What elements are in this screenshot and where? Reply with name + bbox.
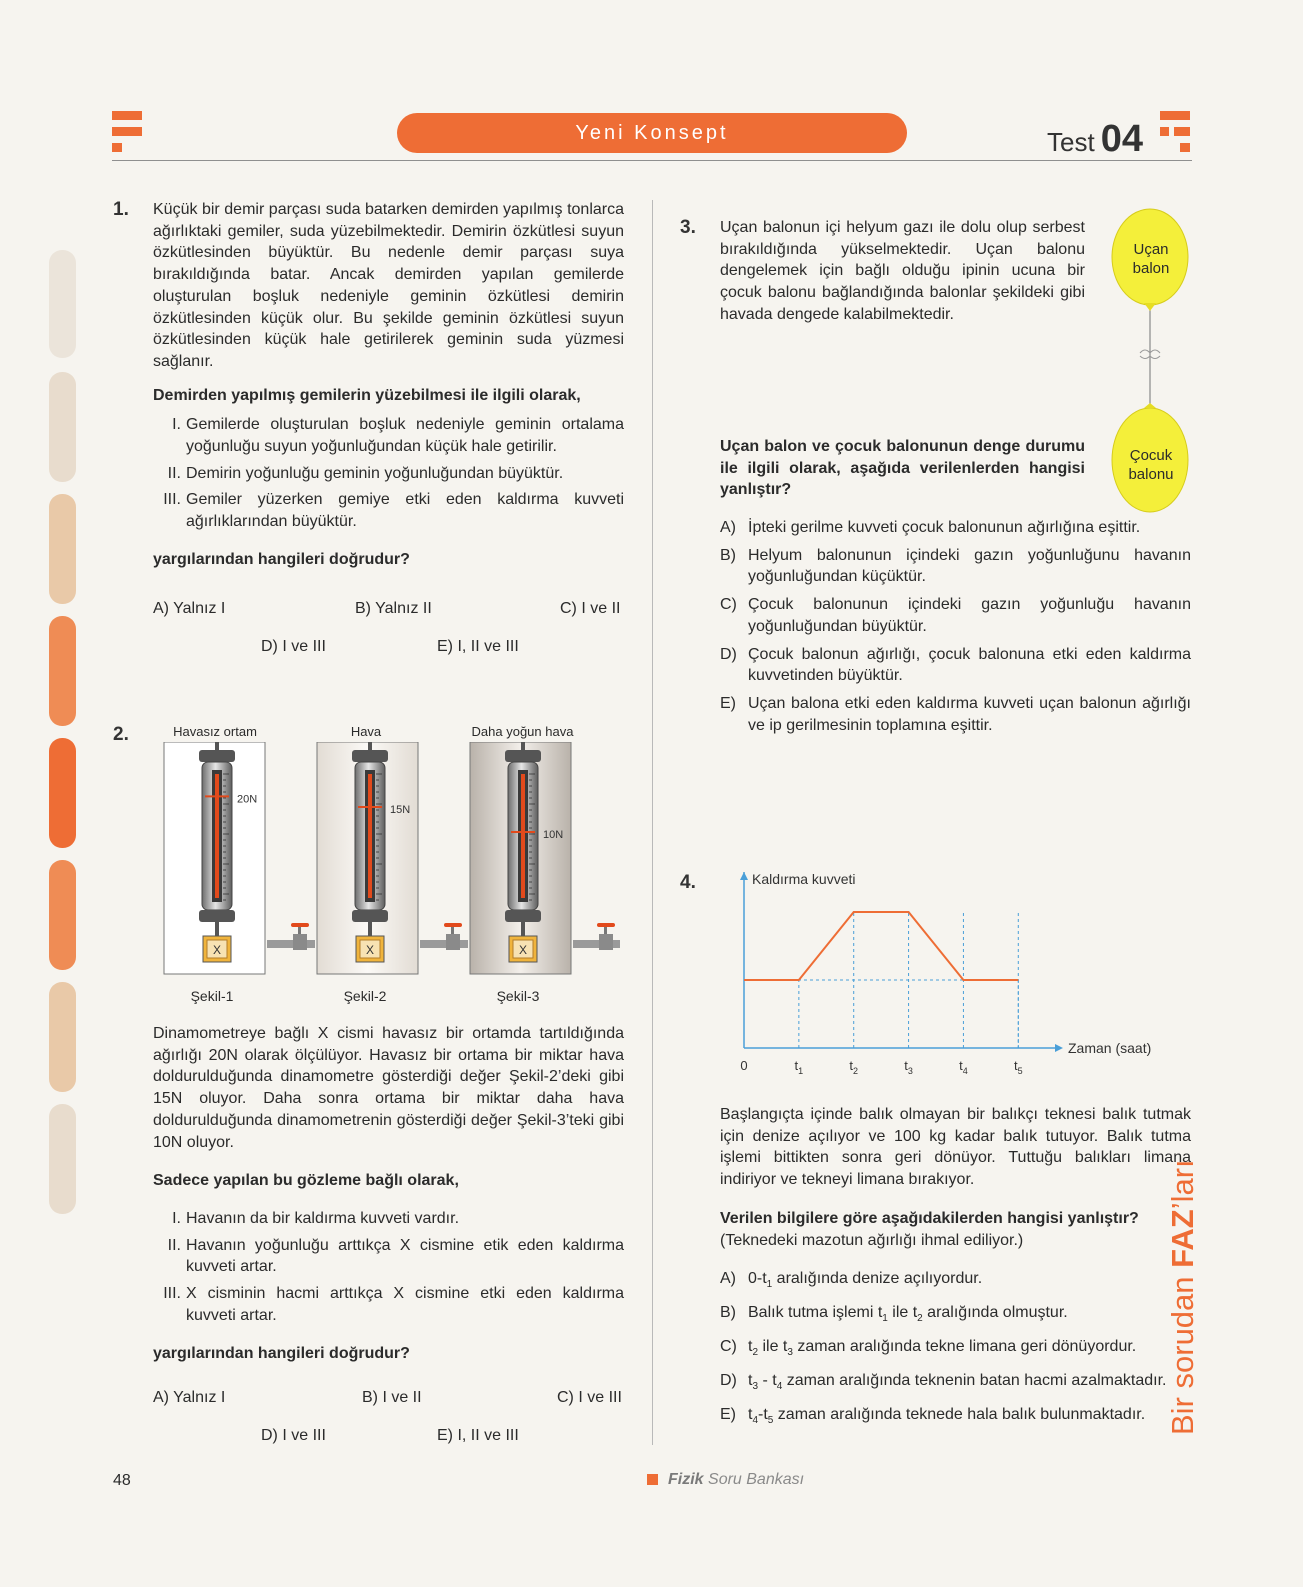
q1-option-c[interactable]: C) I ve II (560, 600, 621, 617)
q1-statement: III. Gemiler yüzerken gemiye etki eden kaldırma kuvveti ağırlıklarından büyüktür. (163, 491, 624, 531)
x-tick-label: 0 (740, 1058, 748, 1073)
q2-prompt: Sadece yapılan bu gözleme bağlı olarak, (153, 1172, 459, 1190)
q1-option-b[interactable]: B) Yalnız II (355, 600, 432, 617)
q4-block (720, 1104, 1191, 1432)
q2-block (153, 1023, 624, 1365)
q1-option-e[interactable]: E) I, II ve III (437, 638, 519, 655)
logo-right-icon (1160, 111, 1192, 153)
q2-option-e[interactable]: E) I, II ve III (437, 1427, 519, 1444)
q3-option-e[interactable]: E) Uçan balona etki eden kaldırma kuvveti uçan balonun ağırlığı ve ip gerilmesinin toplamına eşittir. (720, 694, 1191, 734)
q2-figures (160, 724, 620, 1009)
x-tick-label: $t_4$ (959, 1058, 968, 1076)
object-x-label: X (365, 943, 375, 957)
dynamometer-reading: 10N (543, 829, 564, 842)
dynamometer-1 (164, 742, 315, 974)
flying-balloon-label: Uçan balon (1132, 241, 1170, 277)
q4-option-e[interactable]: E) $t_4-t_5$ zaman aralığında teknede hala balık bulunmaktadır. (720, 1405, 1146, 1426)
q1-statement: I. Gemilerde oluşturulan boşluk nedeniyle geminin ortalama yoğunluğu suyun yoğunluğundan küçük hale getirilir. (172, 416, 624, 456)
q1-question: yargılarından hangileri doğrudur? (153, 550, 410, 568)
valve-icon (444, 923, 462, 927)
q4-note: (Teknedeki mazotun ağırlığı ihmal ediliyor.) (720, 1231, 1024, 1249)
q4-option-c[interactable]: C) $t_2$ ile $t_3$ zaman aralığında tekne limana geri dönüyordur. (720, 1338, 1137, 1359)
figure-caption: Şekil-1 (190, 988, 234, 1004)
valve-icon (597, 923, 615, 927)
y-axis-label: Kaldırma kuvveti (752, 872, 856, 887)
series-line (744, 912, 1018, 980)
q2-option-c[interactable]: C) I ve III (557, 1389, 622, 1406)
q3-option-b[interactable]: B) Helyum balonunun içindeki gazın yoğunluğunu havanın yoğunluğundan küçüktür. (720, 546, 1191, 586)
header-rule (112, 160, 1192, 161)
q2-option-a[interactable]: A) Yalnız I (153, 1389, 226, 1406)
figure-caption: Şekil-2 (343, 988, 387, 1004)
q1-block (153, 199, 624, 571)
q4-number: 4. (680, 872, 696, 893)
q3-option-c[interactable]: C) Çocuk balonunun içindeki gazın yoğunluğu havanın yoğunluğundan büyüktür. (720, 596, 1191, 635)
q1-number: 1. (113, 199, 129, 220)
logo-left-icon (112, 111, 144, 153)
side-tab (49, 982, 76, 1092)
q3-number: 3. (680, 217, 696, 238)
buoyancy-time-graph (740, 872, 1170, 1092)
x-axis-label: Zaman (saat) (1068, 1040, 1152, 1056)
x-tick-label: $t_1$ (794, 1058, 804, 1076)
dynamometer-reading: 20N (237, 793, 258, 806)
side-tab (49, 372, 76, 482)
q2-question: yargılarından hangileri doğrudur? (153, 1345, 410, 1363)
child-balloon-label: Çocuk balonu (1128, 447, 1174, 483)
footer-square-icon (647, 1474, 658, 1485)
side-tab (49, 860, 76, 970)
dynamometer-reading: 15N (390, 803, 411, 816)
q3-prompt: Uçan balon ve çocuk balonunun denge durumu ile ilgili olarak, aşağıda verilenlerden hangisi yanlıştır? (720, 438, 1085, 499)
q4-options (720, 1268, 1191, 1431)
q2-option-d[interactable]: D) I ve III (261, 1427, 326, 1444)
q4-prompt: Verilen bilgilere göre aşağıdakilerden hangisi yanlıştır? (720, 1209, 1139, 1227)
x-tick-label: $t_2$ (849, 1058, 859, 1076)
q2-option-b[interactable]: B) I ve II (362, 1389, 422, 1406)
q3-options (720, 517, 1191, 736)
column-divider (652, 200, 653, 1445)
side-tab (49, 250, 76, 358)
page-number: 48 (113, 1472, 131, 1489)
figure-top-label: Daha yoğun hava (471, 724, 574, 739)
footer-book-title: Fizik Soru Bankası (647, 1471, 804, 1489)
figure-top-label: Havasız ortam (173, 724, 257, 739)
q1-text: Küçük bir demir parçası suda batarken demirden yapılmış tonlarca ağırlıktaki gemiler, suda yüzebilmektedir. Demirin özkütlesi suyun özkütlesinden büyüktür. Bu nedenle demir parçası suya bırakıldığında batar. Ancak demirden yapılan gemilerde oluşturulan boşluk nedeniyle geminin özkütlesi demirin özkütlesinden küçük olur. Bu şekilde geminin özkütlesi suyun özkütlesinden küçük hale getirilerek geminin suda yüzmesi sağlanır. (153, 201, 624, 370)
dynamometer-2 (317, 742, 468, 974)
figure-caption: Şekil-3 (496, 988, 540, 1004)
side-tab-active (49, 738, 76, 848)
test-label: Test 04 (1047, 118, 1143, 160)
q1-option-d[interactable]: D) I ve III (261, 638, 326, 655)
object-x-label: X (518, 943, 528, 957)
side-slogan: Bir sorudan FAZ’ları (1165, 1159, 1200, 1435)
q3-option-d[interactable]: D) Çocuk balonun ağırlığı, çocuk balonuna etki eden kaldırma kuvvetinden büyüktür. (720, 645, 1191, 685)
q1-statement: II. Demirin yoğunluğu geminin yoğunluğundan büyüktür. (167, 464, 564, 482)
q2-statement: I. Havanın da bir kaldırma kuvveti vardır. (172, 1209, 460, 1227)
test-number: 04 (1100, 118, 1143, 160)
q2-text: Dinamometreye bağlı X cismi havasız bir ortamda tartıldığında ağırlığı 20N olarak ölçülüyor. Havasız bir ortama bir miktar hava doldurulduğunda dinamometre gösterdiği değer Şekil-2’deki gibi 15N oluyor. Daha sonra ortama bir miktar daha hava doldurulduğunda dinamometrenin gösterdiği değer Şekil-3’teki gibi 10N oluyor. (153, 1025, 624, 1151)
section-badge: Yeni Konsept (397, 113, 907, 153)
x-tick-label: $t_3$ (904, 1058, 913, 1076)
side-tab (49, 494, 76, 604)
q3-option-a[interactable]: A) İpteki gerilme kuvveti çocuk balonunun ağırlığına eşittir. (720, 519, 1141, 536)
side-tab (49, 1104, 76, 1214)
q1-prompt: Demirden yapılmış gemilerin yüzebilmesi ile ilgili olarak, (153, 386, 581, 404)
figure-top-label: Hava (350, 724, 382, 739)
q4-option-b[interactable]: B) Balık tutma işlemi $t_1$ ile $t_2$ aralığında olmuştur. (720, 1304, 1068, 1325)
q2-statement: III. X cisminin hacmi arttıkça X cismine etki eden kaldırma kuvveti artar. (163, 1285, 624, 1324)
q2-statement: II. Havanın yoğunluğu arttıkça X cismine etik eden kaldırma kuvveti artar. (167, 1236, 624, 1276)
x-tick-label: $t_5$ (1013, 1058, 1023, 1076)
q1-option-a[interactable]: A) Yalnız I (153, 600, 226, 617)
side-tab (49, 616, 76, 726)
q4-option-a[interactable]: A) $0-t_1$ aralığında denize açılıyordur. (720, 1270, 983, 1291)
dynamometer-3 (470, 742, 620, 974)
q4-option-d[interactable]: D) $t_3 - t_4$ zaman aralığında teknenin batan hacmi azalmaktadır. (720, 1371, 1167, 1393)
object-x-label: X (212, 943, 222, 957)
valve-icon (291, 923, 309, 927)
q4-text: Başlangıçta içinde balık olmayan bir balıkçı teknesi balık tutmak için denize açılıyor ve 100 kg kadar balık tutuyor. Balık tutma işlemi bittikten sonra geri dönüyor. Tuttuğu balıkları limana indiriyor ve tekneyi limana bırakıyor. (720, 1106, 1191, 1189)
dynamometer-figures (160, 742, 620, 982)
q2-number: 2. (113, 724, 129, 745)
q3-text: Uçan balonun içi helyum gazı ile dolu olup serbest bırakıldığında yükselmektedir. Uçan balonu dengelemek için bağlı olduğu ipinin ucuna bir çocuk balonu bağlandığında balonlar şekildeki gibi havada dengede kalabilmektedir. (720, 219, 1085, 323)
